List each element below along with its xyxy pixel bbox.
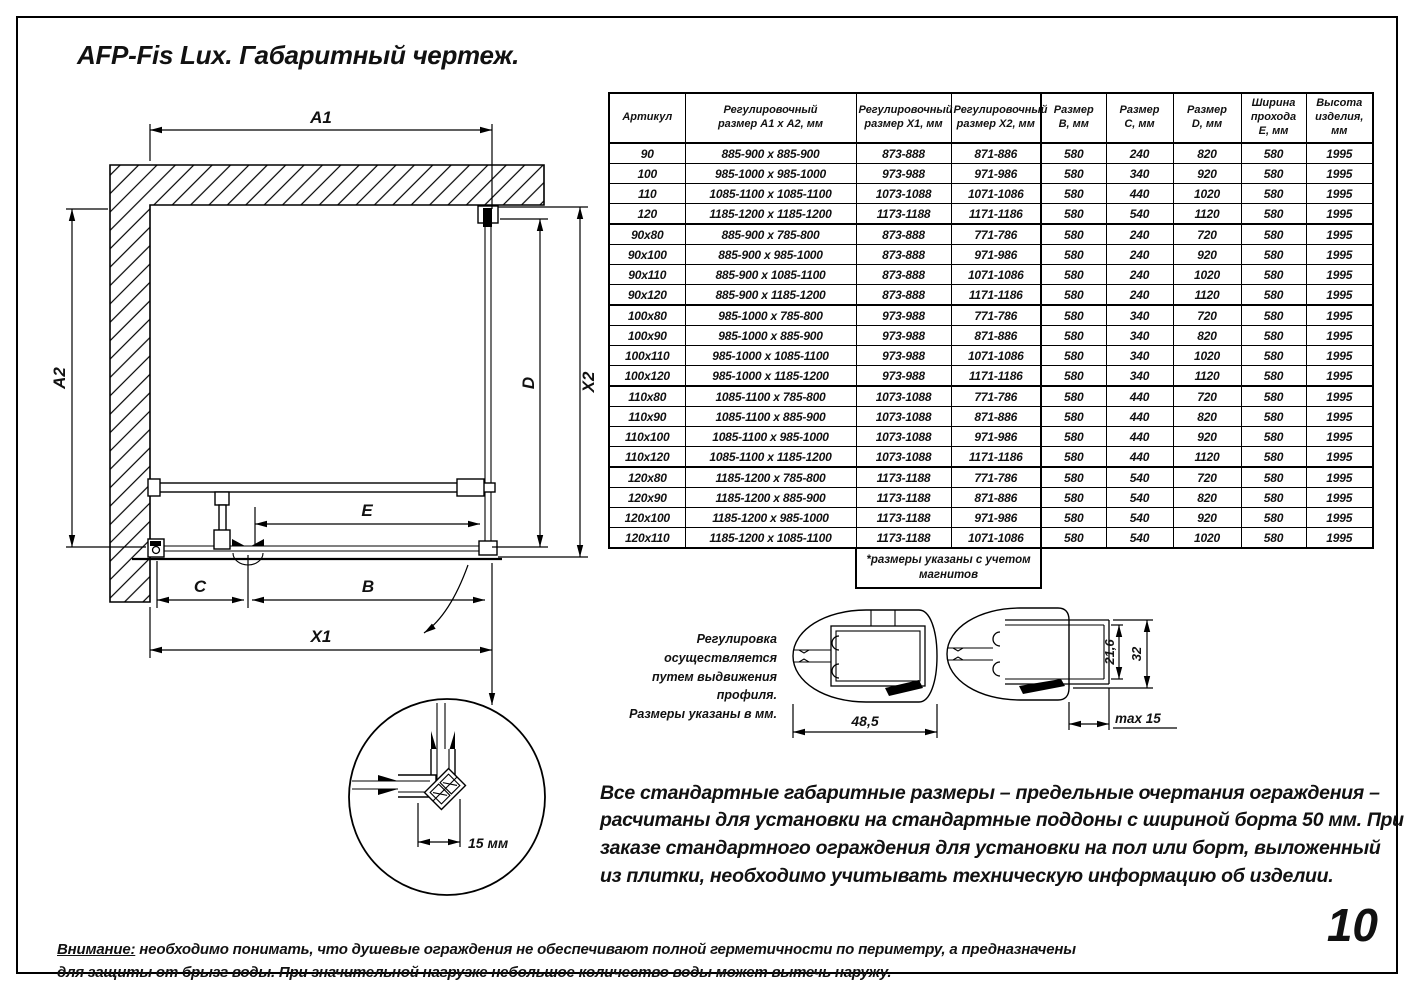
table-cell: 885-900 x 1185-1200 (685, 285, 856, 306)
table-cell: 1995 (1306, 143, 1373, 164)
dim-label-c: C (193, 577, 207, 596)
table-row (609, 508, 1373, 528)
table-cell: 580 (1041, 346, 1106, 366)
profile-section-extended (947, 608, 1177, 730)
size-table (608, 92, 1374, 589)
table-cell: 1173-1188 (856, 204, 951, 225)
table-cell: 1995 (1306, 346, 1373, 366)
table-cell: 580 (1241, 164, 1306, 184)
profile-width-label: 48,5 (851, 713, 879, 729)
table-cell: 971-986 (951, 427, 1041, 447)
table-cell: 540 (1106, 528, 1173, 549)
table-cell: 100x80 (609, 305, 685, 326)
table-cell: 1185-1200 x 785-800 (685, 467, 856, 488)
table-cell: 580 (1041, 427, 1106, 447)
table-row (609, 184, 1373, 204)
table-cell: 1073-1088 (856, 447, 951, 468)
table-cell: 120x80 (609, 467, 685, 488)
table-cell: 873-888 (856, 265, 951, 285)
table-cell: 920 (1173, 427, 1241, 447)
table-cell: 1995 (1306, 467, 1373, 488)
table-cell: 885-900 x 785-800 (685, 224, 856, 245)
table-cell: 820 (1173, 326, 1241, 346)
warning-body: необходимо понимать, что душевые ограждения не обеспечивают полной герметичности по периметру, а предназначены для защиты от брызг воды. При значительной нагрузке небольшое количество воды может вытечь наружу. (57, 941, 1076, 982)
table-cell: 971-986 (951, 508, 1041, 528)
table-cell: 540 (1106, 508, 1173, 528)
table-row (609, 447, 1373, 468)
table-cell: 920 (1173, 164, 1241, 184)
stabilizer-bar (148, 479, 495, 549)
table-cell: 771-786 (951, 305, 1041, 326)
table-cell: 580 (1241, 488, 1306, 508)
table-cell: 100 (609, 164, 685, 184)
table-cell: 340 (1106, 366, 1173, 387)
table-cell: 873-888 (856, 285, 951, 306)
wall-bracket (148, 539, 164, 557)
dim-c (157, 555, 248, 608)
table-cell: 1173-1188 (856, 488, 951, 508)
table-cell: 1120 (1173, 204, 1241, 225)
table-row (609, 265, 1373, 285)
adjustment-note: Регулировка осуществляется путем выдвижения профиля. Размеры указаны в мм. (629, 632, 777, 721)
table-cell: 240 (1106, 265, 1173, 285)
table-cell: 580 (1241, 447, 1306, 468)
table-cell: 873-888 (856, 245, 951, 265)
warning-note (57, 938, 1157, 985)
table-cell: 1071-1086 (951, 265, 1041, 285)
table-cell: 885-900 x 985-1000 (685, 245, 856, 265)
table-cell: 580 (1041, 224, 1106, 245)
table-row (609, 528, 1373, 549)
table-row (609, 224, 1373, 245)
table-cell: 580 (1241, 265, 1306, 285)
table-cell: 580 (1041, 407, 1106, 427)
table-cell: 580 (1241, 427, 1306, 447)
table-row (609, 407, 1373, 427)
table-cell: 973-988 (856, 366, 951, 387)
table-cell: 973-988 (856, 346, 951, 366)
table-cell: 1995 (1306, 204, 1373, 225)
table-cell: 580 (1241, 285, 1306, 306)
table-cell: 771-786 (951, 386, 1041, 407)
table-cell: 580 (1241, 224, 1306, 245)
size-table-body (609, 143, 1373, 548)
table-cell: 973-988 (856, 326, 951, 346)
table-cell: 1995 (1306, 447, 1373, 468)
table-cell: 971-986 (951, 245, 1041, 265)
table-cell: 771-786 (951, 467, 1041, 488)
table-cell: 985-1000 x 985-1000 (685, 164, 856, 184)
table-cell: 540 (1106, 467, 1173, 488)
table-cell: 440 (1106, 386, 1173, 407)
table-cell: 820 (1173, 143, 1241, 164)
dim-d (492, 219, 548, 547)
profile-extension-label: max 15 (1115, 711, 1161, 726)
table-cell: 580 (1041, 184, 1106, 204)
table-cell: 1073-1088 (856, 184, 951, 204)
table-cell: 1173-1188 (856, 467, 951, 488)
profile-inner-height-label: 21,6 (1102, 639, 1117, 665)
table-cell: 1071-1086 (951, 528, 1041, 549)
table-cell: 720 (1173, 467, 1241, 488)
col-header: Артикул (609, 93, 685, 143)
table-cell: 720 (1173, 224, 1241, 245)
table-cell: 1085-1100 x 1085-1100 (685, 184, 856, 204)
dim-label-b: B (361, 577, 375, 596)
table-cell: 1995 (1306, 245, 1373, 265)
table-cell: 1995 (1306, 488, 1373, 508)
table-cell: 440 (1106, 427, 1173, 447)
table-cell: 100x110 (609, 346, 685, 366)
table-cell: 540 (1106, 204, 1173, 225)
table-cell: 240 (1106, 143, 1173, 164)
table-cell: 110x100 (609, 427, 685, 447)
dim-x1 (150, 607, 492, 658)
table-cell: 580 (1041, 164, 1106, 184)
table-cell: 871-886 (951, 488, 1041, 508)
table-cell: 340 (1106, 326, 1173, 346)
table-cell: 580 (1241, 143, 1306, 164)
table-cell: 720 (1173, 386, 1241, 407)
table-cell: 1173-1188 (856, 508, 951, 528)
profile-outer-height-label: 32 (1129, 646, 1144, 662)
table-row (609, 143, 1373, 164)
table-cell: 1185-1200 x 985-1000 (685, 508, 856, 528)
table-cell: 1171-1186 (951, 204, 1041, 225)
table-cell: 580 (1241, 245, 1306, 265)
table-row (609, 326, 1373, 346)
table-cell: 580 (1041, 366, 1106, 387)
profile-sections-drawing (767, 580, 1207, 755)
table-cell: 971-986 (951, 164, 1041, 184)
table-cell: 1995 (1306, 164, 1373, 184)
table-cell: 985-1000 x 785-800 (685, 305, 856, 326)
table-cell: 1995 (1306, 184, 1373, 204)
table-cell: 973-988 (856, 305, 951, 326)
page-number: 10 (1326, 899, 1378, 951)
detail-dim-label: 15 мм (468, 835, 509, 851)
table-cell: 920 (1173, 508, 1241, 528)
table-cell: 580 (1241, 407, 1306, 427)
table-cell: 110x90 (609, 407, 685, 427)
col-header: Размер С, мм (1106, 93, 1173, 143)
table-cell: 580 (1241, 366, 1306, 387)
dim-label-d: D (519, 376, 538, 390)
table-cell: 1185-1200 x 885-900 (685, 488, 856, 508)
table-row (609, 467, 1373, 488)
table-cell: 240 (1106, 224, 1173, 245)
table-cell: 1020 (1173, 184, 1241, 204)
table-cell: 873-888 (856, 224, 951, 245)
table-cell: 580 (1041, 386, 1106, 407)
table-cell: 1995 (1306, 326, 1373, 346)
table-cell: 1071-1086 (951, 184, 1041, 204)
table-cell: 90x120 (609, 285, 685, 306)
table-cell: 771-786 (951, 224, 1041, 245)
table-cell: 985-1000 x 885-900 (685, 326, 856, 346)
table-cell: 580 (1041, 326, 1106, 346)
table-row (609, 164, 1373, 184)
table-cell: 340 (1106, 164, 1173, 184)
dimensional-drawing (32, 97, 607, 927)
table-cell: 1120 (1173, 447, 1241, 468)
table-cell: 1171-1186 (951, 447, 1041, 468)
table-row (609, 204, 1373, 225)
table-cell: 100x120 (609, 366, 685, 387)
table-cell: 920 (1173, 245, 1241, 265)
dim-label-e: E (361, 501, 373, 520)
table-cell: 440 (1106, 184, 1173, 204)
table-cell: 90x100 (609, 245, 685, 265)
table-cell: 1073-1088 (856, 407, 951, 427)
table-cell: 580 (1041, 447, 1106, 468)
table-cell: 1171-1186 (951, 366, 1041, 387)
table-cell: 1171-1186 (951, 285, 1041, 306)
table-cell: 1995 (1306, 265, 1373, 285)
col-header: Регулировочный размер Х1, мм (856, 93, 951, 143)
table-cell: 1995 (1306, 305, 1373, 326)
table-cell: 110x120 (609, 447, 685, 468)
table-cell: 1120 (1173, 366, 1241, 387)
door-swing-arc (424, 565, 468, 633)
table-cell: 1020 (1173, 528, 1241, 549)
table-cell: 885-900 x 1085-1100 (685, 265, 856, 285)
table-cell: 1995 (1306, 508, 1373, 528)
table-cell: 1995 (1306, 427, 1373, 447)
table-cell: 580 (1241, 305, 1306, 326)
table-cell: 90 (609, 143, 685, 164)
table-cell: 1173-1188 (856, 528, 951, 549)
table-cell: 873-888 (856, 143, 951, 164)
table-cell: 1020 (1173, 346, 1241, 366)
table-cell: 580 (1041, 467, 1106, 488)
table-cell: 580 (1241, 184, 1306, 204)
table-cell: 1995 (1306, 528, 1373, 549)
table-row (609, 245, 1373, 265)
table-cell: 580 (1041, 305, 1106, 326)
table-cell: 580 (1241, 346, 1306, 366)
table-cell: 1185-1200 x 1085-1100 (685, 528, 856, 549)
wall-hatched (110, 165, 544, 602)
table-cell: 720 (1173, 305, 1241, 326)
table-cell: 871-886 (951, 143, 1041, 164)
table-row (609, 346, 1373, 366)
table-cell: 110x80 (609, 386, 685, 407)
table-cell: 1185-1200 x 1185-1200 (685, 204, 856, 225)
table-cell: 100x90 (609, 326, 685, 346)
table-cell: 580 (1241, 386, 1306, 407)
table-cell: 580 (1041, 143, 1106, 164)
table-cell: 1020 (1173, 265, 1241, 285)
table-cell: 885-900 x 885-900 (685, 143, 856, 164)
table-row (609, 427, 1373, 447)
table-cell: 871-886 (951, 326, 1041, 346)
table-cell: 120x90 (609, 488, 685, 508)
table-header-row (609, 93, 1373, 143)
table-cell: 580 (1241, 528, 1306, 549)
table-cell: 1995 (1306, 224, 1373, 245)
table-cell: 1995 (1306, 285, 1373, 306)
col-header: Регулировочный размер А1 х А2, мм (685, 93, 856, 143)
table-row (609, 305, 1373, 326)
table-cell: 440 (1106, 447, 1173, 468)
col-header: Ширина прохода Е, мм (1241, 93, 1306, 143)
table-row (609, 285, 1373, 306)
table-cell: 820 (1173, 488, 1241, 508)
table-cell: 120x100 (609, 508, 685, 528)
table-cell: 580 (1041, 204, 1106, 225)
profile-section-closed (793, 610, 937, 738)
table-cell: 340 (1106, 305, 1173, 326)
table-cell: 580 (1041, 488, 1106, 508)
table-cell: 1085-1100 x 1185-1200 (685, 447, 856, 468)
table-cell: 580 (1241, 326, 1306, 346)
table-cell: 985-1000 x 1085-1100 (685, 346, 856, 366)
table-cell: 580 (1241, 467, 1306, 488)
table-cell: 540 (1106, 488, 1173, 508)
table-cell: 580 (1041, 245, 1106, 265)
table-cell: 580 (1041, 528, 1106, 549)
col-header: Размер В, мм (1041, 93, 1106, 143)
table-cell: 1073-1088 (856, 427, 951, 447)
installation-note: Все стандартные габаритные размеры – предельные очертания ограждения – расчитаны для установки на стандартные поддоны с шириной борта 50 мм. При заказе стандартного ограждения для установки на пол или борт, выложенный из плитки, необходимо учитывать техническую информацию об изделии. (600, 781, 1404, 887)
table-cell: 1085-1100 x 985-1000 (685, 427, 856, 447)
page-title: AFP-Fis Lux. Габаритный чертеж. (77, 40, 520, 70)
table-cell: 1995 (1306, 386, 1373, 407)
table-cell: 340 (1106, 346, 1173, 366)
dim-b (252, 577, 485, 600)
table-cell: 580 (1241, 204, 1306, 225)
table-cell: 1120 (1173, 285, 1241, 306)
table-row (609, 386, 1373, 407)
dim-x2 (498, 207, 598, 557)
dim-label-a2: A2 (50, 367, 69, 389)
table-cell: 820 (1173, 407, 1241, 427)
dim-label-x1: X1 (310, 627, 332, 646)
table-cell: 1995 (1306, 366, 1373, 387)
table-cell: 1085-1100 x 885-900 (685, 407, 856, 427)
table-cell: 580 (1041, 265, 1106, 285)
table-cell: 871-886 (951, 407, 1041, 427)
col-header: Регулировочный размер Х2, мм (951, 93, 1041, 143)
table-footnote: *размеры указаны с учетом магнитов (856, 548, 1041, 588)
table-cell: 90x110 (609, 265, 685, 285)
table-cell: 1085-1100 x 785-800 (685, 386, 856, 407)
table-cell: 973-988 (856, 164, 951, 184)
table-cell: 1995 (1306, 407, 1373, 427)
table-cell: 240 (1106, 245, 1173, 265)
dim-label-x2: X2 (579, 371, 598, 393)
table-cell: 120x110 (609, 528, 685, 549)
dim-e (255, 501, 480, 544)
warning-label: Внимание: (57, 941, 136, 958)
table-cell: 580 (1041, 508, 1106, 528)
dim-label-a1: A1 (310, 108, 332, 127)
col-header: Размер D, мм (1173, 93, 1241, 143)
table-cell: 90x80 (609, 224, 685, 245)
table-row (609, 488, 1373, 508)
bottom-glass-panel (132, 541, 502, 559)
table-cell: 1071-1086 (951, 346, 1041, 366)
table-cell: 440 (1106, 407, 1173, 427)
table-cell: 110 (609, 184, 685, 204)
table-cell: 580 (1041, 285, 1106, 306)
col-header: Высота изделия, мм (1306, 93, 1373, 143)
page-sheet (16, 16, 1404, 982)
table-cell: 120 (609, 204, 685, 225)
table-cell: 580 (1241, 508, 1306, 528)
table-row (609, 366, 1373, 387)
table-cell: 985-1000 x 1185-1200 (685, 366, 856, 387)
table-cell: 1073-1088 (856, 386, 951, 407)
table-cell: 240 (1106, 285, 1173, 306)
